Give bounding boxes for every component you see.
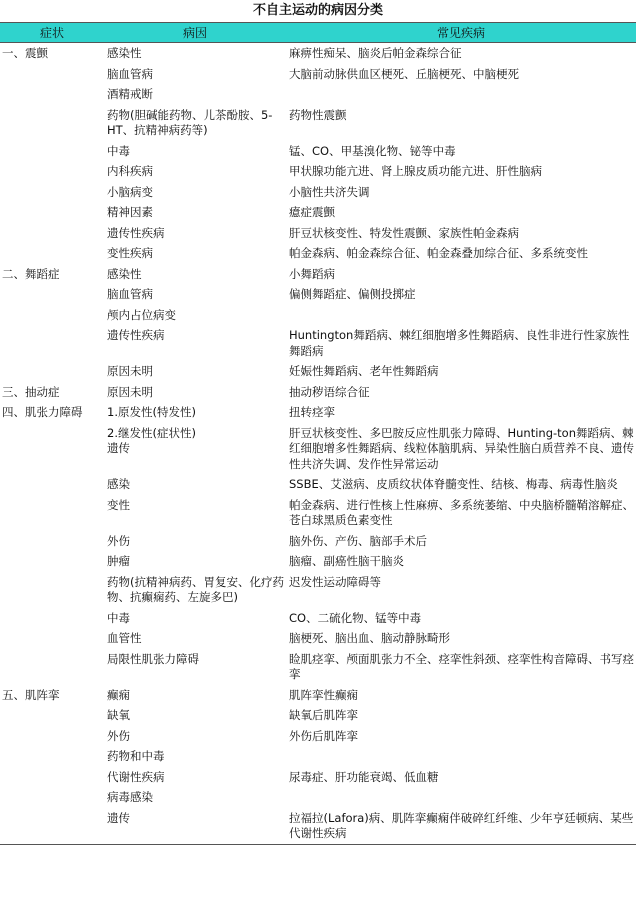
table-row <box>0 767 636 788</box>
table-row <box>0 43 636 64</box>
symptom-cell <box>0 726 104 747</box>
disease-cell: 药物性震颤 <box>289 107 347 122</box>
table-row <box>0 264 636 285</box>
symptom-cell <box>0 808 104 845</box>
table-row <box>0 402 636 423</box>
symptom-cell <box>0 649 104 685</box>
table-row <box>0 808 636 845</box>
table-row <box>0 382 636 403</box>
cause-cell: 外伤 <box>107 728 130 743</box>
symptom-cell <box>0 141 104 162</box>
table-row <box>0 284 636 305</box>
disease-cell: 扭转痉挛 <box>289 405 335 419</box>
table-row <box>0 608 636 629</box>
table-row <box>0 202 636 223</box>
disease-cell: 脑瘤、副癌性脑干脑炎 <box>289 554 404 568</box>
table-row <box>0 105 636 141</box>
table-row <box>0 572 636 608</box>
table-row <box>0 223 636 244</box>
cause-cell: 遗传性疾病 <box>107 225 165 240</box>
symptom-cell <box>0 361 104 382</box>
symptom-cell <box>0 223 104 244</box>
cause-cell: 原因未明 <box>107 364 153 378</box>
cause-cell: 颅内占位病变 <box>107 307 176 322</box>
table-row <box>0 141 636 162</box>
symptom-cell <box>0 161 104 182</box>
table-row <box>0 305 636 326</box>
symptom-cell <box>0 531 104 552</box>
table-row <box>0 649 636 685</box>
symptom-cell <box>0 182 104 203</box>
symptom-cell: 一、震颤 <box>2 46 48 60</box>
disease-cell: 大脑前动脉供血区梗死、丘脑梗死、中脑梗死 <box>289 66 519 81</box>
symptom-cell <box>0 767 104 788</box>
symptom-cell <box>0 495 104 531</box>
cause-cell: 小脑病变 <box>107 184 153 199</box>
disease-cell: 肌阵挛性癫痫 <box>289 687 358 702</box>
cause-cell: 脑血管病 <box>107 287 153 301</box>
table-row <box>0 726 636 747</box>
disease-cell: 锰、CO、甲基溴化物、铋等中毒 <box>289 143 456 158</box>
disease-cell: 偏侧舞蹈症、偏侧投掷症 <box>289 287 416 301</box>
cause-cell: 缺氧 <box>107 708 130 722</box>
disease-cell: 小脑性共济失调 <box>289 184 370 199</box>
cause-cell: 中毒 <box>107 610 130 625</box>
disease-cell: 妊娠性舞蹈病、老年性舞蹈病 <box>289 364 439 378</box>
cause-cell: 局限性肌张力障碍 <box>107 651 199 666</box>
disease-cell: CO、二硫化物、锰等中毒 <box>289 610 422 625</box>
cause-cell: 感染 <box>107 477 130 491</box>
table-row <box>0 64 636 85</box>
symptom-cell <box>0 423 104 475</box>
symptom-cell <box>0 105 104 141</box>
disease-cell <box>286 746 636 767</box>
cause-cell: 遗传性疾病 <box>107 328 165 342</box>
cause-cell: 变性 <box>107 497 130 512</box>
cause-cell: 内科疾病 <box>107 164 153 178</box>
symptom-cell <box>0 284 104 305</box>
table-row <box>0 161 636 182</box>
disease-cell: Huntington舞蹈病、棘红细胞增多性舞蹈病、良性非进行性家族性舞蹈病 <box>289 328 630 358</box>
disease-cell: 抽动秽语综合征 <box>289 384 370 399</box>
disease-cell <box>286 787 636 808</box>
disease-cell: 肝豆状核变性、多巴胺反应性肌张力障碍、Hunting-ton舞蹈病、棘红细胞增多性舞蹈病、线粒体脑肌病、异染性脑白质营养不良、遗传性共济失调、发作性异常运动 <box>289 425 634 471</box>
symptom-cell: 二、舞蹈症 <box>2 266 60 281</box>
disease-cell: 帕金森病、进行性核上性麻痹、多系统萎缩、中央脑桥髓鞘溶解症、苍白球黑质色素变性 <box>289 497 634 527</box>
table-row <box>0 787 636 808</box>
symptom-cell <box>0 325 104 361</box>
disease-cell <box>286 305 636 326</box>
cause-cell: 变性疾病 <box>107 246 153 260</box>
table-row <box>0 84 636 105</box>
cause-cell: 感染性 <box>107 266 142 281</box>
cause-cell: 药物(胆碱能药物、儿茶酚胺、5-HT、抗精神病药等) <box>107 107 273 137</box>
cause-cell: 脑血管病 <box>107 66 153 81</box>
table-row <box>0 685 636 706</box>
header-symptom: 症状 <box>0 23 104 43</box>
symptom-cell <box>0 474 104 495</box>
table-row <box>0 495 636 531</box>
table-row <box>0 551 636 572</box>
table-title: 不自主运动的病因分类 <box>252 3 383 18</box>
symptom-cell: 三、抽动症 <box>2 384 60 399</box>
symptom-cell <box>0 202 104 223</box>
table-row <box>0 325 636 361</box>
cause-cell: 感染性 <box>107 46 142 60</box>
disease-cell: 小舞蹈病 <box>289 266 335 281</box>
table-row <box>0 182 636 203</box>
symptom-cell <box>0 551 104 572</box>
disease-cell <box>286 84 636 105</box>
disease-cell: 缺氧后肌阵挛 <box>289 708 358 722</box>
symptom-cell <box>0 243 104 264</box>
symptom-cell <box>0 572 104 608</box>
symptom-cell: 五、肌阵挛 <box>2 687 60 702</box>
cause-cell: 药物(抗精神病药、胃复安、化疗药物、抗癫痫药、左旋多巴) <box>107 574 284 604</box>
table-row <box>0 361 636 382</box>
symptom-cell <box>0 705 104 726</box>
symptom-cell <box>0 84 104 105</box>
header-cause: 病因 <box>104 23 286 43</box>
table-row <box>0 423 636 475</box>
disease-cell: 脑梗死、脑出血、脑动静脉畸形 <box>289 631 450 645</box>
disease-cell: 尿毒症、肝功能衰竭、低血糖 <box>289 769 439 784</box>
disease-cell: 拉福拉(Lafora)病、肌阵挛癫痫伴破碎红纤维、少年亨廷顿病、某些代谢性疾病 <box>286 808 636 845</box>
cause-cell: 2.继发性(症状性) 遗传 <box>107 425 196 455</box>
table-row <box>0 474 636 495</box>
symptom-cell <box>0 608 104 629</box>
etiology-table <box>0 22 636 845</box>
cause-cell: 病毒感染 <box>107 790 153 804</box>
symptom-cell <box>0 64 104 85</box>
cause-cell: 代谢性疾病 <box>107 769 165 784</box>
cause-cell: 血管性 <box>107 631 142 645</box>
disease-cell: 帕金森病、帕金森综合征、帕金森叠加综合征、多系统变性 <box>289 246 588 260</box>
disease-cell: 迟发性运动障碍等 <box>289 574 381 589</box>
disease-cell: 脑外伤、产伤、脑部手术后 <box>289 533 427 548</box>
table-row <box>0 746 636 767</box>
symptom-cell <box>0 628 104 649</box>
cause-cell: 药物和中毒 <box>107 749 165 763</box>
symptom-cell: 四、肌张力障碍 <box>2 405 83 419</box>
header-disease: 常见疾病 <box>286 23 636 43</box>
disease-cell: 睑肌痉挛、颅面肌张力不全、痉挛性斜颈、痉挛性构音障碍、书写痉挛 <box>289 651 634 681</box>
symptom-cell <box>0 746 104 767</box>
disease-cell: 麻痹性痴呆、脑炎后帕金森综合征 <box>289 46 462 60</box>
disease-cell: 外伤后肌阵挛 <box>289 728 358 743</box>
disease-cell: 癔症震颤 <box>289 205 335 219</box>
disease-cell: SSBE、艾滋病、皮质纹状体脊髓变性、结核、梅毒、病毒性脑炎 <box>289 477 618 491</box>
header-row <box>0 23 636 43</box>
table-row <box>0 531 636 552</box>
symptom-cell <box>0 305 104 326</box>
cause-cell: 遗传 <box>104 808 286 845</box>
table-row <box>0 705 636 726</box>
cause-cell: 肿瘤 <box>107 554 130 568</box>
table-row <box>0 628 636 649</box>
symptom-cell <box>0 787 104 808</box>
table-row <box>0 243 636 264</box>
cause-cell: 原因未明 <box>107 384 153 399</box>
cause-cell: 精神因素 <box>107 205 153 219</box>
disease-cell: 肝豆状核变性、特发性震颤、家族性帕金森病 <box>289 225 519 240</box>
cause-cell: 外伤 <box>107 533 130 548</box>
cause-cell: 中毒 <box>107 143 130 158</box>
cause-cell: 1.原发性(特发性) <box>107 405 196 419</box>
disease-cell: 甲状腺功能亢进、肾上腺皮质功能亢进、肝性脑病 <box>289 164 542 178</box>
cause-cell: 癫痫 <box>107 687 130 702</box>
cause-cell: 酒精戒断 <box>107 87 153 101</box>
